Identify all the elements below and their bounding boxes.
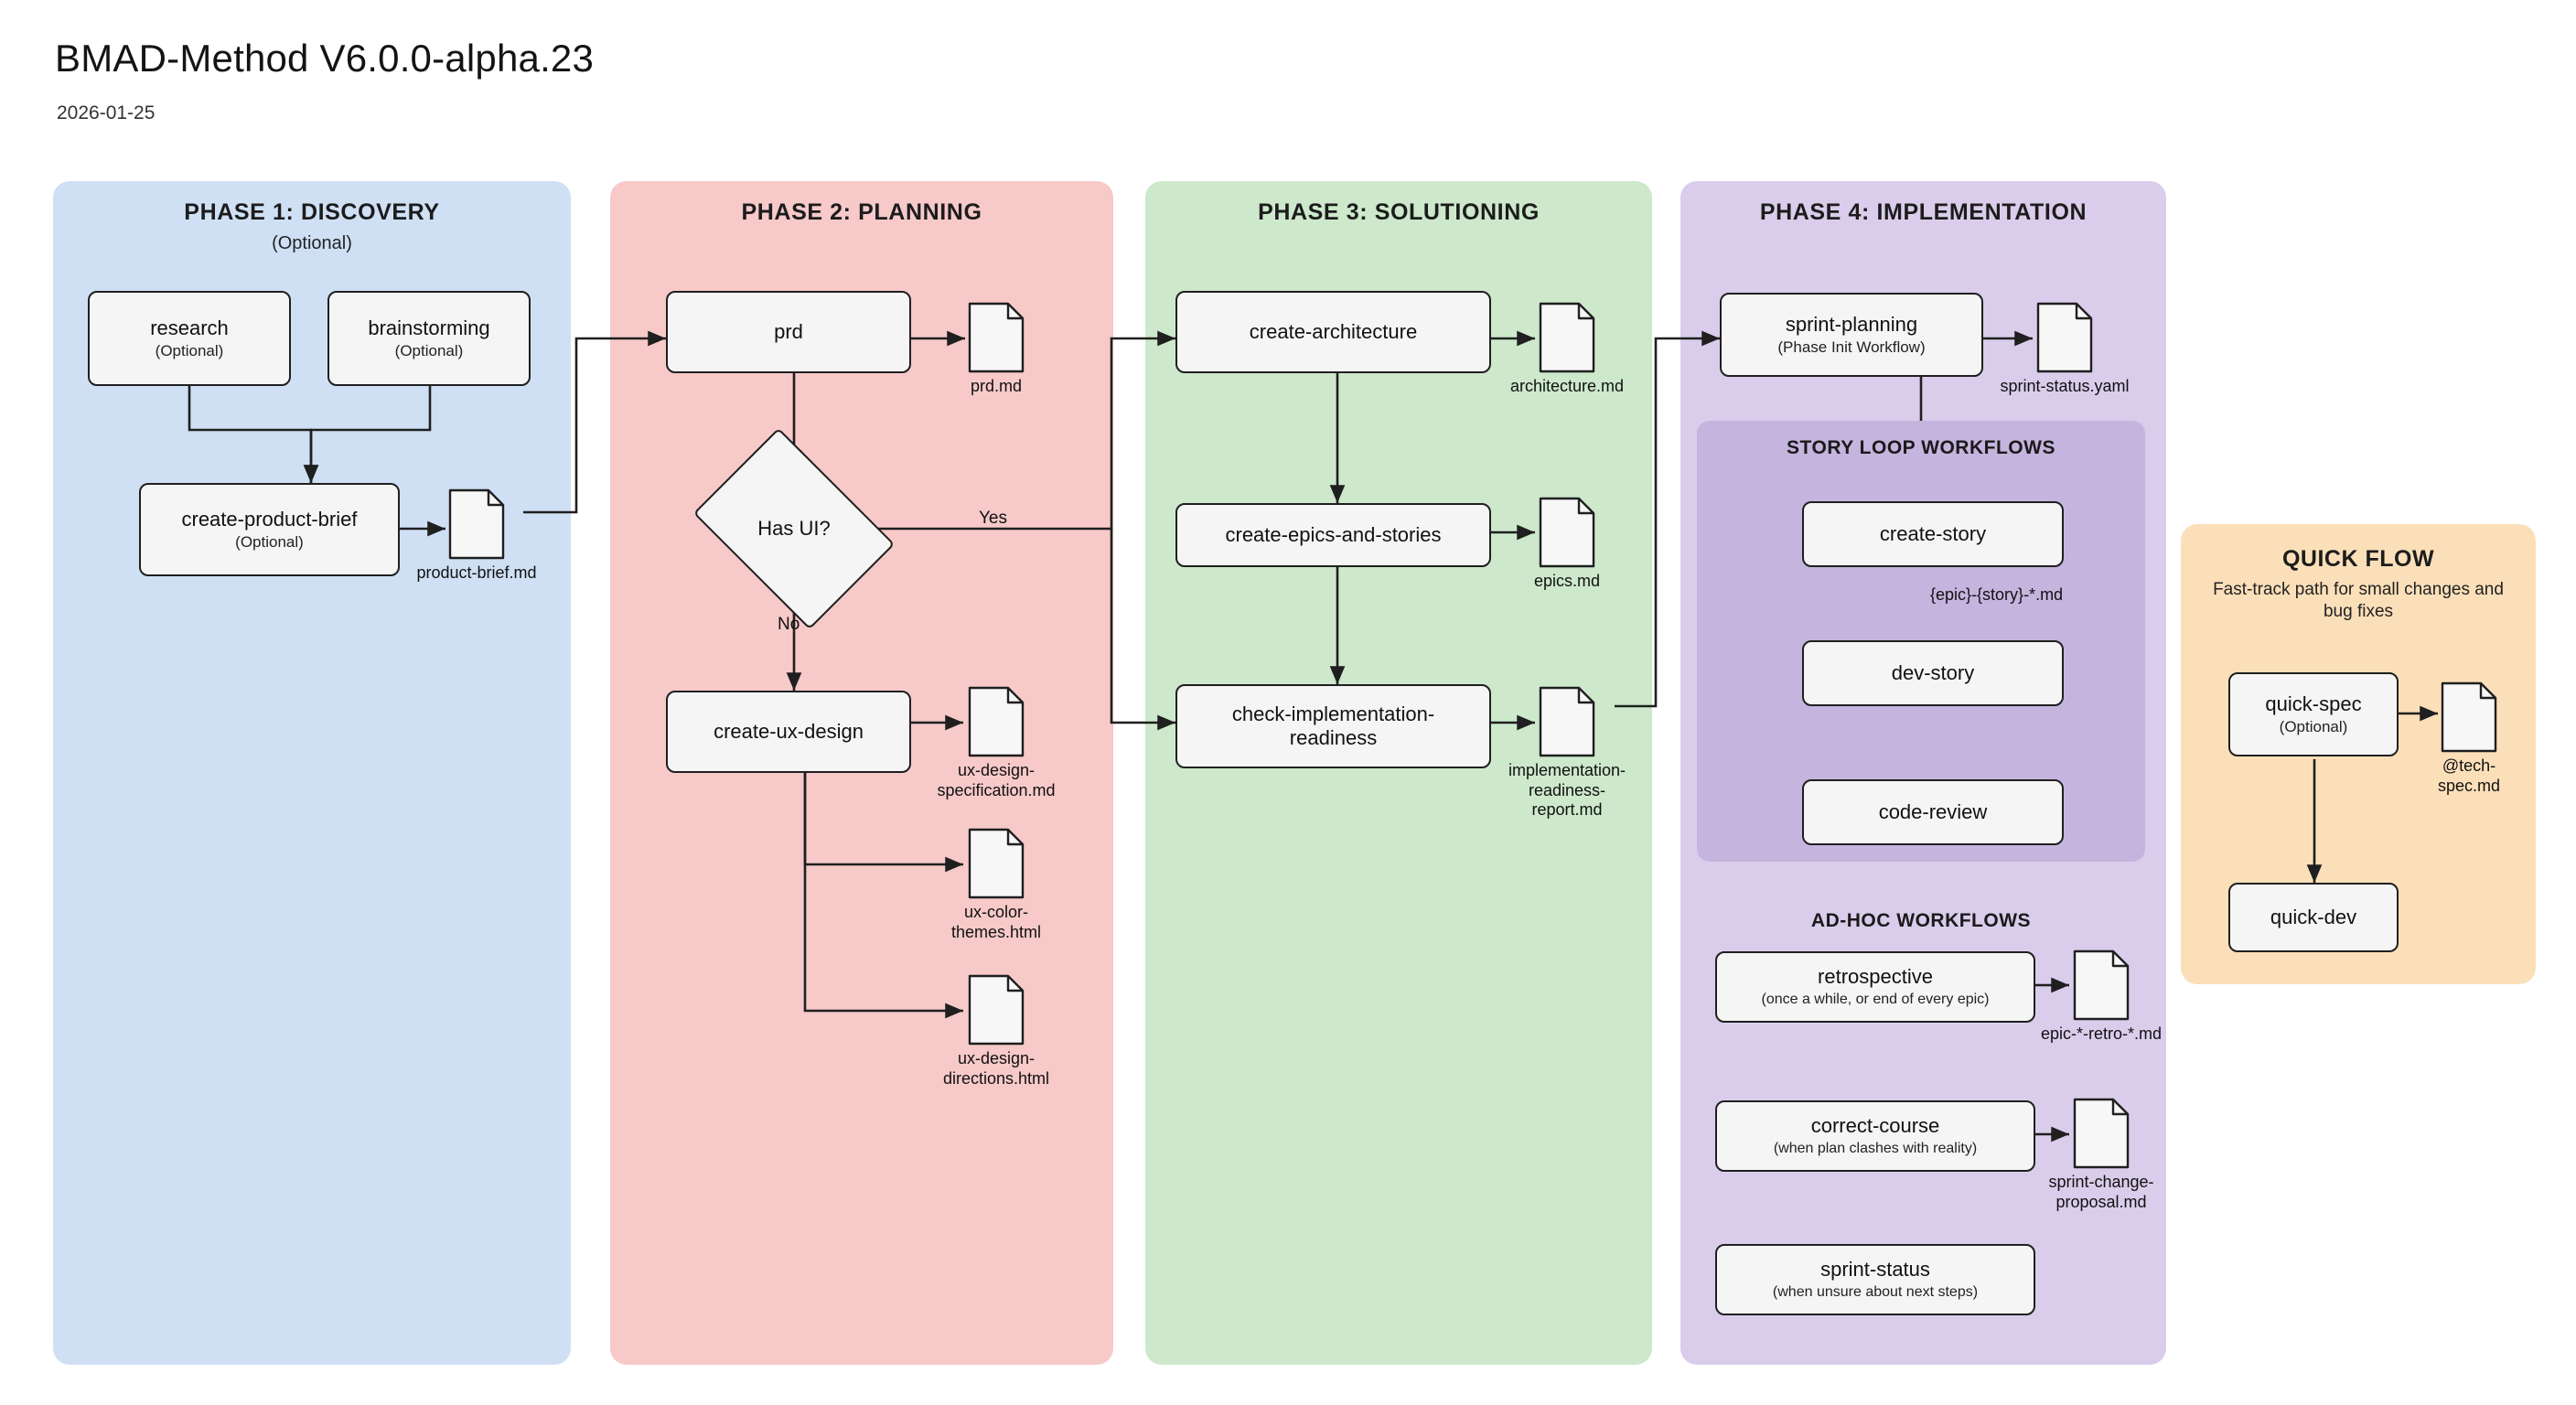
node-prd-title: prd (774, 320, 803, 344)
node-create-product-brief[interactable] (139, 483, 400, 576)
doc-ux-design-directions[interactable] (942, 974, 1050, 1088)
node-retrospective-subtitle: (once a while, or end of every epic) (1761, 992, 1990, 1008)
document-icon (1539, 302, 1595, 373)
decision-has-ui-label: Has UI? (757, 517, 831, 540)
doc-implementation-readiness-report[interactable] (1508, 686, 1626, 820)
document-icon (2073, 1098, 2130, 1169)
phase-title-solutioning: PHASE 3: SOLUTIONING (1258, 199, 1540, 225)
doc-sprint-status-yaml[interactable] (2000, 302, 2130, 395)
doc-prd[interactable] (968, 302, 1025, 395)
node-sprint-status-subtitle: (when unsure about next steps) (1772, 1284, 1979, 1301)
node-create-product-brief-title: create-product-brief (181, 507, 358, 531)
doc-implementation-readiness-report-label: implementation-readiness-report.md (1508, 761, 1626, 820)
node-quick-spec[interactable] (2228, 672, 2399, 756)
node-sprint-status-title: sprint-status (1820, 1258, 1930, 1282)
doc-ux-design-specification-label: ux-design-specification.md (937, 761, 1056, 799)
node-create-product-brief-subtitle: (Optional) (235, 533, 304, 552)
node-correct-course[interactable] (1715, 1100, 2035, 1172)
node-create-epics-and-stories-title: create-epics-and-stories (1225, 523, 1442, 547)
phase-title-implementation: PHASE 4: IMPLEMENTATION (1759, 199, 2088, 225)
doc-sprint-status-yaml-label: sprint-status.yaml (2000, 377, 2130, 395)
node-correct-course-title: correct-course (1810, 1114, 1940, 1138)
adhoc-workflows-title: AD-HOC WORKFLOWS (1810, 910, 2032, 931)
document-icon (2036, 302, 2093, 373)
doc-epic-retro-label: epic-*-retro-*.md (2040, 1024, 2163, 1043)
node-sprint-planning[interactable] (1720, 293, 1983, 377)
node-quick-spec-subtitle: (Optional) (2279, 718, 2348, 736)
doc-product-brief[interactable] (416, 488, 537, 582)
node-research-title: research (150, 316, 229, 339)
node-correct-course-subtitle: (when plan clashes with reality) (1773, 1141, 1978, 1157)
doc-ux-color-themes-label: ux-color-themes.html (950, 903, 1042, 941)
phase-title-planning: PHASE 2: PLANNING (741, 199, 982, 225)
document-icon (448, 488, 505, 560)
node-create-ux-design-title: create-ux-design (714, 720, 864, 744)
story-loop-title: STORY LOOP WORKFLOWS (1787, 437, 2055, 458)
phase-subtitle-discovery: (Optional) (272, 233, 352, 253)
node-prd[interactable] (666, 291, 911, 373)
doc-epic-retro[interactable] (2040, 949, 2163, 1043)
doc-ux-color-themes[interactable] (950, 828, 1042, 941)
phase-title-discovery: PHASE 1: DISCOVERY (184, 199, 440, 225)
story-loop-artifact-label: {epic}-{story}-*.md (1930, 585, 2064, 604)
decision-has-ui[interactable] (712, 468, 876, 589)
node-check-implementation-readiness-title: check-implementation-readiness (1231, 702, 1435, 749)
page-date: 2026-01-25 (57, 102, 156, 123)
document-icon (1539, 497, 1595, 568)
document-icon (1539, 686, 1595, 757)
document-icon (968, 686, 1025, 757)
node-brainstorming[interactable] (327, 291, 531, 386)
doc-epics[interactable] (1533, 497, 1601, 590)
node-create-ux-design[interactable] (666, 691, 911, 773)
node-quick-dev[interactable] (2228, 883, 2399, 952)
edge-label-yes: Yes (979, 509, 1007, 528)
node-research[interactable] (88, 291, 291, 386)
node-sprint-planning-title: sprint-planning (1785, 312, 1918, 336)
node-brainstorming-subtitle: (Optional) (394, 342, 464, 360)
node-check-implementation-readiness[interactable] (1175, 684, 1491, 768)
doc-ux-design-directions-label: ux-design-directions.html (942, 1049, 1050, 1088)
node-brainstorming-title: brainstorming (368, 316, 490, 339)
quick-flow-title: QUICK FLOW (2281, 546, 2435, 572)
doc-product-brief-label: product-brief.md (416, 563, 537, 582)
node-dev-story-title: dev-story (1891, 661, 1975, 685)
node-create-architecture[interactable] (1175, 291, 1491, 373)
quick-flow-subtitle: Fast-track path for small changes and bug fixes (2213, 580, 2504, 621)
node-sprint-status[interactable] (1715, 1244, 2035, 1315)
page-title: BMAD-Method V6.0.0-alpha.23 (55, 37, 595, 80)
document-icon (2441, 681, 2497, 753)
doc-sprint-change-proposal-label: sprint-change-proposal.md (2048, 1173, 2154, 1211)
node-dev-story[interactable] (1802, 640, 2064, 706)
edge-label-no: No (778, 615, 800, 634)
document-icon (2073, 949, 2130, 1021)
node-quick-dev-title: quick-dev (2270, 906, 2357, 929)
doc-tech-spec-label: @tech-spec.md (2437, 756, 2501, 795)
doc-ux-design-specification[interactable] (937, 686, 1056, 799)
node-code-review-title: code-review (1878, 800, 1988, 824)
doc-architecture-label: architecture.md (1509, 377, 1625, 395)
document-icon (968, 974, 1025, 1046)
node-create-story[interactable] (1802, 501, 2064, 567)
doc-architecture[interactable] (1509, 302, 1625, 395)
doc-epics-label: epics.md (1533, 572, 1601, 590)
node-retrospective[interactable] (1715, 951, 2035, 1023)
node-sprint-planning-subtitle: (Phase Init Workflow) (1777, 338, 1926, 357)
node-create-epics-and-stories[interactable] (1175, 503, 1491, 567)
node-quick-spec-title: quick-spec (2265, 692, 2362, 715)
doc-sprint-change-proposal[interactable] (2048, 1098, 2154, 1211)
doc-tech-spec[interactable] (2437, 681, 2501, 795)
node-retrospective-title: retrospective (1818, 965, 1933, 989)
document-icon (968, 302, 1025, 373)
document-icon (968, 828, 1025, 899)
doc-prd-label: prd.md (970, 377, 1023, 395)
node-research-subtitle: (Optional) (155, 342, 224, 360)
node-code-review[interactable] (1802, 779, 2064, 845)
node-create-story-title: create-story (1879, 522, 1987, 546)
node-create-architecture-title: create-architecture (1249, 320, 1418, 344)
